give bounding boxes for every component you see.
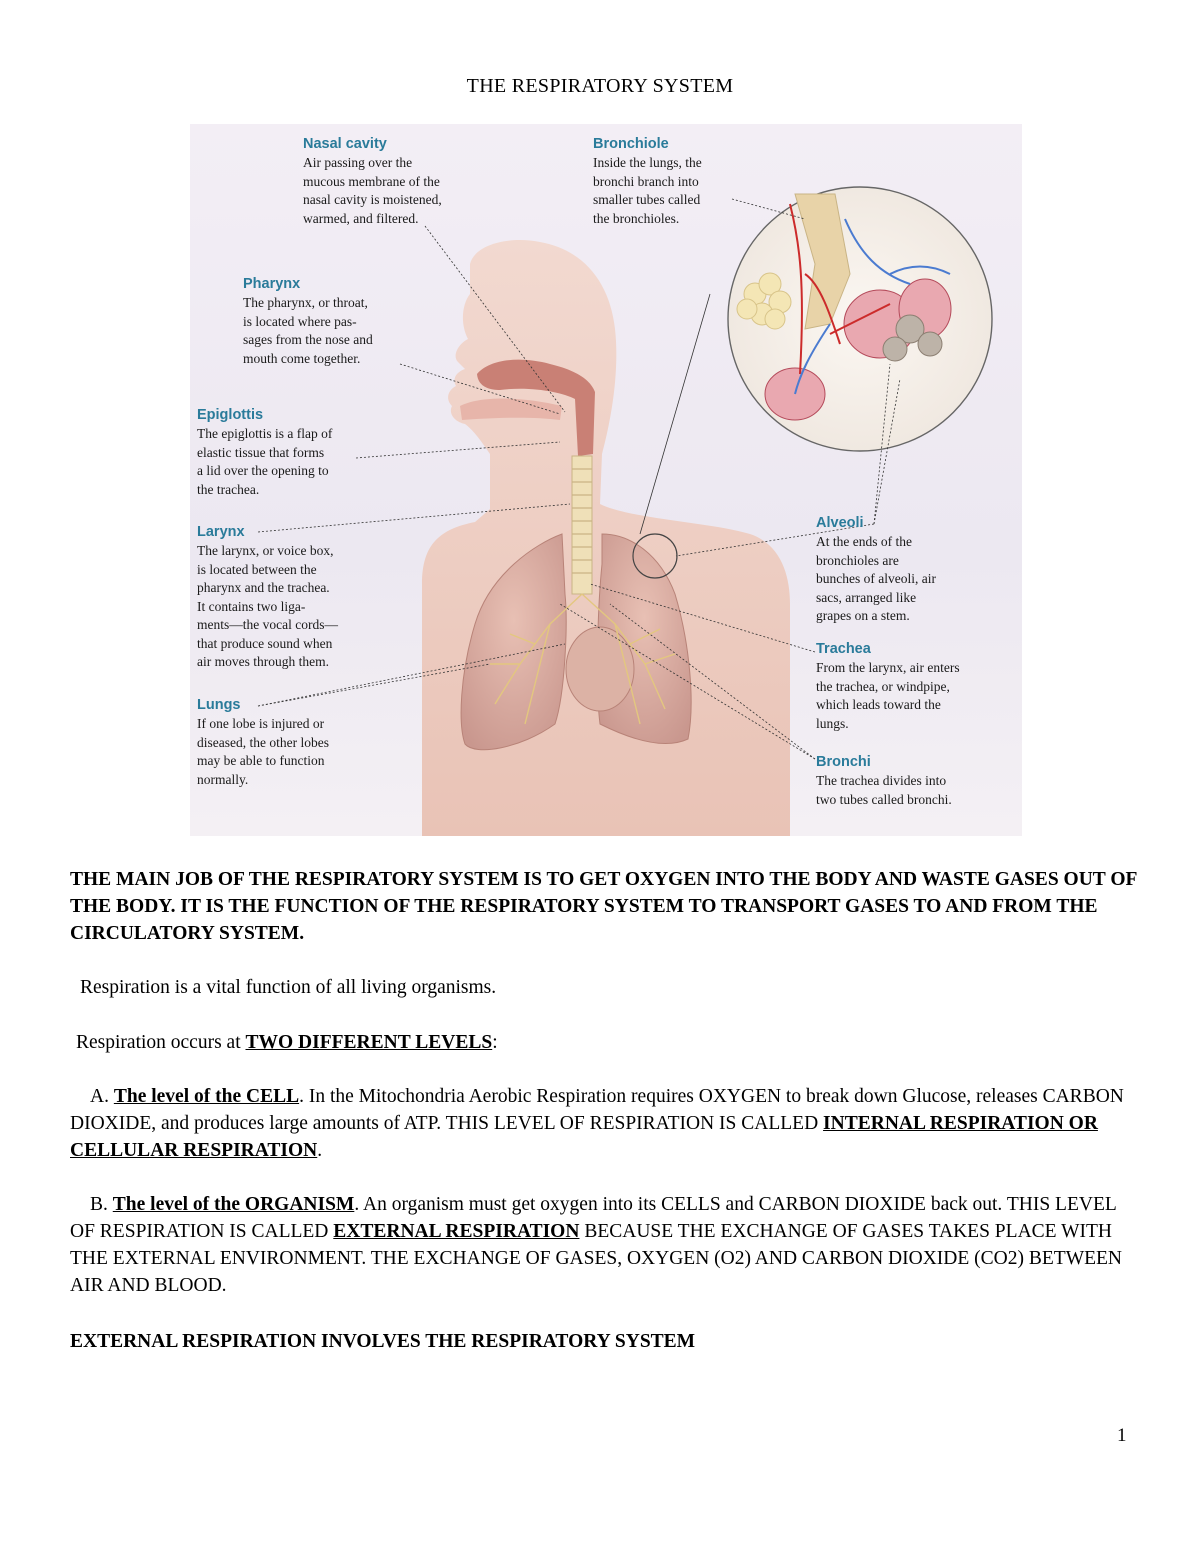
- paragraph-vital-function: Respiration is a vital function of all living organisms.: [80, 977, 497, 998]
- label-line: may be able to function: [197, 753, 325, 768]
- label-bronchi: [816, 754, 952, 809]
- label-pharynx-heading: Pharynx: [243, 276, 301, 292]
- label-line: If one lobe is injured or: [197, 716, 325, 731]
- item-b-marker: B.: [90, 1194, 113, 1215]
- label-line: Inside the lungs, the: [593, 155, 702, 170]
- label-alveoli: [816, 515, 936, 626]
- label-line: The trachea divides into: [816, 773, 947, 788]
- label-bronchi-heading: Bronchi: [816, 754, 871, 770]
- label-line: bronchioles are: [816, 552, 899, 568]
- label-line: sacs, arranged like: [816, 589, 917, 605]
- label-line: that produce sound when: [197, 635, 333, 651]
- label-lungs-heading: Lungs: [197, 697, 241, 713]
- label-line: grapes on a stem.: [816, 608, 910, 623]
- respiratory-diagram: [190, 124, 1022, 836]
- label-trachea: [816, 641, 960, 733]
- label-line: The pharynx, or throat,: [243, 295, 368, 310]
- label-epiglottis: [197, 407, 332, 499]
- label-line: is located between the: [197, 561, 317, 577]
- internal-respiration-term: INTERNAL RESPIRATION OR CELLULAR RESPIRATION: [70, 1113, 1098, 1161]
- label-line: mouth come together.: [243, 350, 361, 366]
- item-a-marker: A.: [90, 1086, 114, 1107]
- label-line: bronchi branch into: [593, 173, 699, 189]
- external-respiration-term: EXTERNAL RESPIRATION: [333, 1221, 580, 1242]
- level-organism-text-2: BECAUSE THE EXCHANGE OF GASES TAKES PLACE WITH THE EXTERNAL ENVIRONMENT. THE EXCHANGE OF GASES, OXYGEN (O2) AND CARBON DIOXIDE (CO2) BETWEEN AIR AND BLOOD.: [70, 1221, 1123, 1296]
- label-line: From the larynx, air enters: [816, 660, 960, 675]
- label-lungs: [197, 697, 329, 789]
- label-line: The epiglottis is a flap of: [197, 426, 333, 441]
- label-line: It contains two liga-: [197, 598, 306, 614]
- paragraph-level-cell: [70, 1083, 1140, 1164]
- two-levels-prefix: Respiration occurs at: [76, 1032, 246, 1053]
- level-organism-text: . An organism must get oxygen into its CELLS and CARBON DIOXIDE back out. THIS LEVEL OF RESPIRATION IS CALLED: [70, 1194, 1117, 1242]
- label-line: ments—the vocal cords—: [197, 617, 338, 632]
- label-line: bunches of alveoli, air: [816, 571, 936, 586]
- closing-statement: EXTERNAL RESPIRATION INVOLVES THE RESPIRATORY SYSTEM: [70, 1331, 696, 1352]
- label-line: air moves through them.: [197, 654, 329, 669]
- label-bronchiole: [593, 136, 702, 228]
- label-line: mucous membrane of the: [303, 173, 440, 189]
- label-nasal-cavity-heading: Nasal cavity: [303, 136, 387, 152]
- label-line: which leads toward the: [816, 697, 941, 712]
- label-line: pharynx and the trachea.: [197, 580, 330, 595]
- two-levels-emphasis: TWO DIFFERENT LEVELS: [245, 1032, 493, 1053]
- level-organism-heading: The level of the ORGANISM: [112, 1194, 355, 1215]
- label-trachea-heading: Trachea: [816, 641, 871, 657]
- label-epiglottis-heading: Epiglottis: [197, 407, 264, 423]
- label-line: smaller tubes called: [593, 192, 701, 207]
- label-line: nasal cavity is moistened,: [303, 192, 442, 207]
- label-line: normally.: [197, 771, 249, 787]
- label-line: warmed, and filtered.: [303, 210, 419, 226]
- label-line: At the ends of the: [816, 534, 912, 549]
- label-larynx-heading: Larynx: [197, 524, 245, 540]
- label-line: the trachea, or windpipe,: [816, 678, 950, 694]
- label-line: elastic tissue that forms: [197, 444, 325, 460]
- label-line: lungs.: [816, 715, 849, 731]
- label-line: is located where pas-: [243, 313, 357, 329]
- level-cell-end: .: [317, 1140, 323, 1161]
- label-line: The larynx, or voice box,: [197, 543, 334, 558]
- heart: [566, 627, 634, 711]
- page-number: 1: [1117, 1425, 1127, 1446]
- label-alveoli-heading: Alveoli: [816, 515, 864, 531]
- label-line: sages from the nose and: [243, 332, 373, 347]
- page-title: THE RESPIRATORY SYSTEM: [466, 75, 734, 97]
- level-cell-text: . In the Mitochondria Aerobic Respiration requires OXYGEN to break down Glucose, releases CARBON DIOXIDE, and produces large amounts of ATP. THIS LEVEL OF RESPIRATION IS CALLED: [70, 1086, 1124, 1134]
- label-line: two tubes called bronchi.: [816, 791, 952, 807]
- label-bronchiole-heading: Bronchiole: [593, 136, 669, 152]
- label-pharynx: [243, 276, 373, 368]
- label-line: a lid over the opening to: [197, 463, 329, 478]
- intro-paragraph: THE MAIN JOB OF THE RESPIRATORY SYSTEM IS TO GET OXYGEN INTO THE BODY AND WASTE GASES OUT OF THE BODY. IT IS THE FUNCTION OF THE RESPIRATORY SYSTEM TO TRANSPORT GASES TO AND FROM THE CIRCULATORY SYSTEM.: [70, 869, 1137, 944]
- label-line: Air passing over the: [303, 155, 413, 170]
- level-cell-heading: The level of the CELL: [113, 1086, 300, 1107]
- label-line: the bronchioles.: [593, 210, 680, 226]
- label-line: diseased, the other lobes: [197, 734, 329, 750]
- paragraph-level-organism: [70, 1191, 1140, 1299]
- label-larynx: [197, 524, 338, 672]
- label-line: the trachea.: [197, 481, 260, 497]
- paragraph-two-levels: [76, 1029, 1146, 1056]
- two-levels-suffix: :: [492, 1032, 498, 1053]
- label-nasal-cavity: [303, 136, 442, 228]
